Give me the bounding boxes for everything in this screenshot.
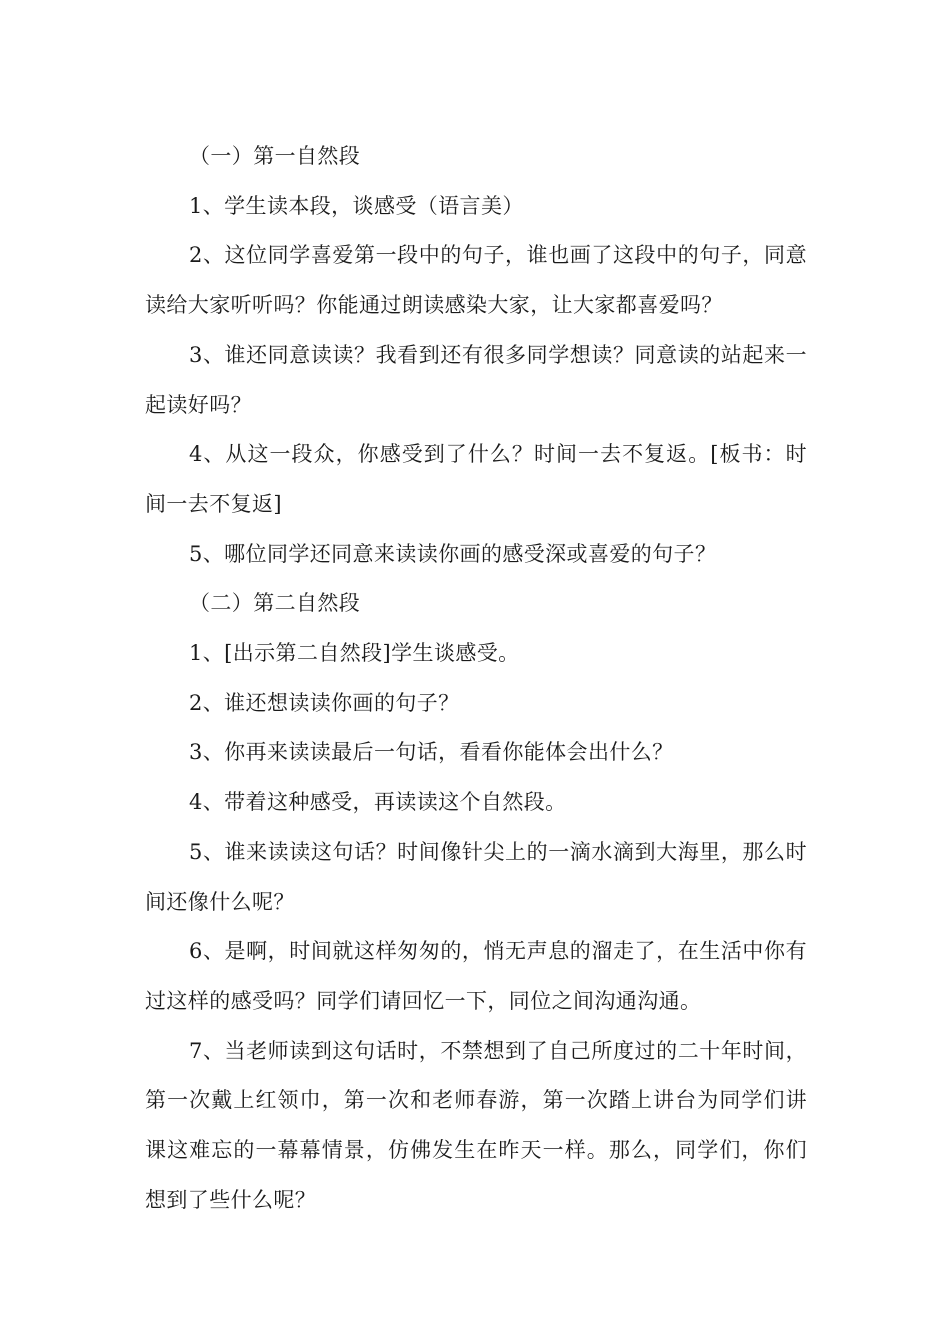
paragraph: 5、哪位同学还同意来读读你画的感受深或喜爱的句子？ [189, 541, 717, 566]
paragraph: 4、带着这种感受，再读读这个自然段。 [189, 790, 567, 815]
section-heading-1: （一）第一自然段 [189, 144, 361, 168]
paragraph: 5、谁来读读这句话？时间像针尖上的一滴水滴到大海里，那么时间还像什么呢？ [145, 839, 807, 914]
paragraph: 2、这位同学喜爱第一段中的句子，谁也画了这段中的句子，同意读给大家听听吗？你能通过朗读感染大家，让大家都喜爱吗？ [145, 243, 807, 318]
section-heading-2: （二）第二自然段 [189, 591, 361, 616]
document-body [145, 132, 807, 1225]
paragraph: 2、谁还想读读你画的句子？ [189, 690, 460, 715]
paragraph: 3、你再来读读最后一句话，看看你能体会出什么？ [189, 740, 674, 765]
paragraph: 7、当老师读到这句话时，不禁想到了自己所度过的二十年时间，第一次戴上红领巾，第一次和老师春游，第一次踏上讲台为同学们讲课这难忘的一幕幕情景，仿佛发生在昨天一样。那么，同学们，你们想到了些什么呢？ [145, 1038, 807, 1212]
paragraph: 6、是啊，时间就这样匆匆的，悄无声息的溜走了，在生活中你有过这样的感受吗？同学们请回忆一下，同位之间沟通沟通。 [145, 939, 807, 1013]
paragraph: 1、学生读本段，谈感受（语言美） [189, 193, 524, 218]
paragraph: 4、从这一段众，你感受到了什么？时间一去不复返。[板书：时间一去不复返] [145, 442, 807, 516]
paragraph: 3、谁还同意读读？我看到还有很多同学想读？同意读的站起来一起读好吗？ [145, 342, 807, 417]
paragraph: 1、[出示第二自然段]学生谈感受。 [189, 641, 520, 666]
